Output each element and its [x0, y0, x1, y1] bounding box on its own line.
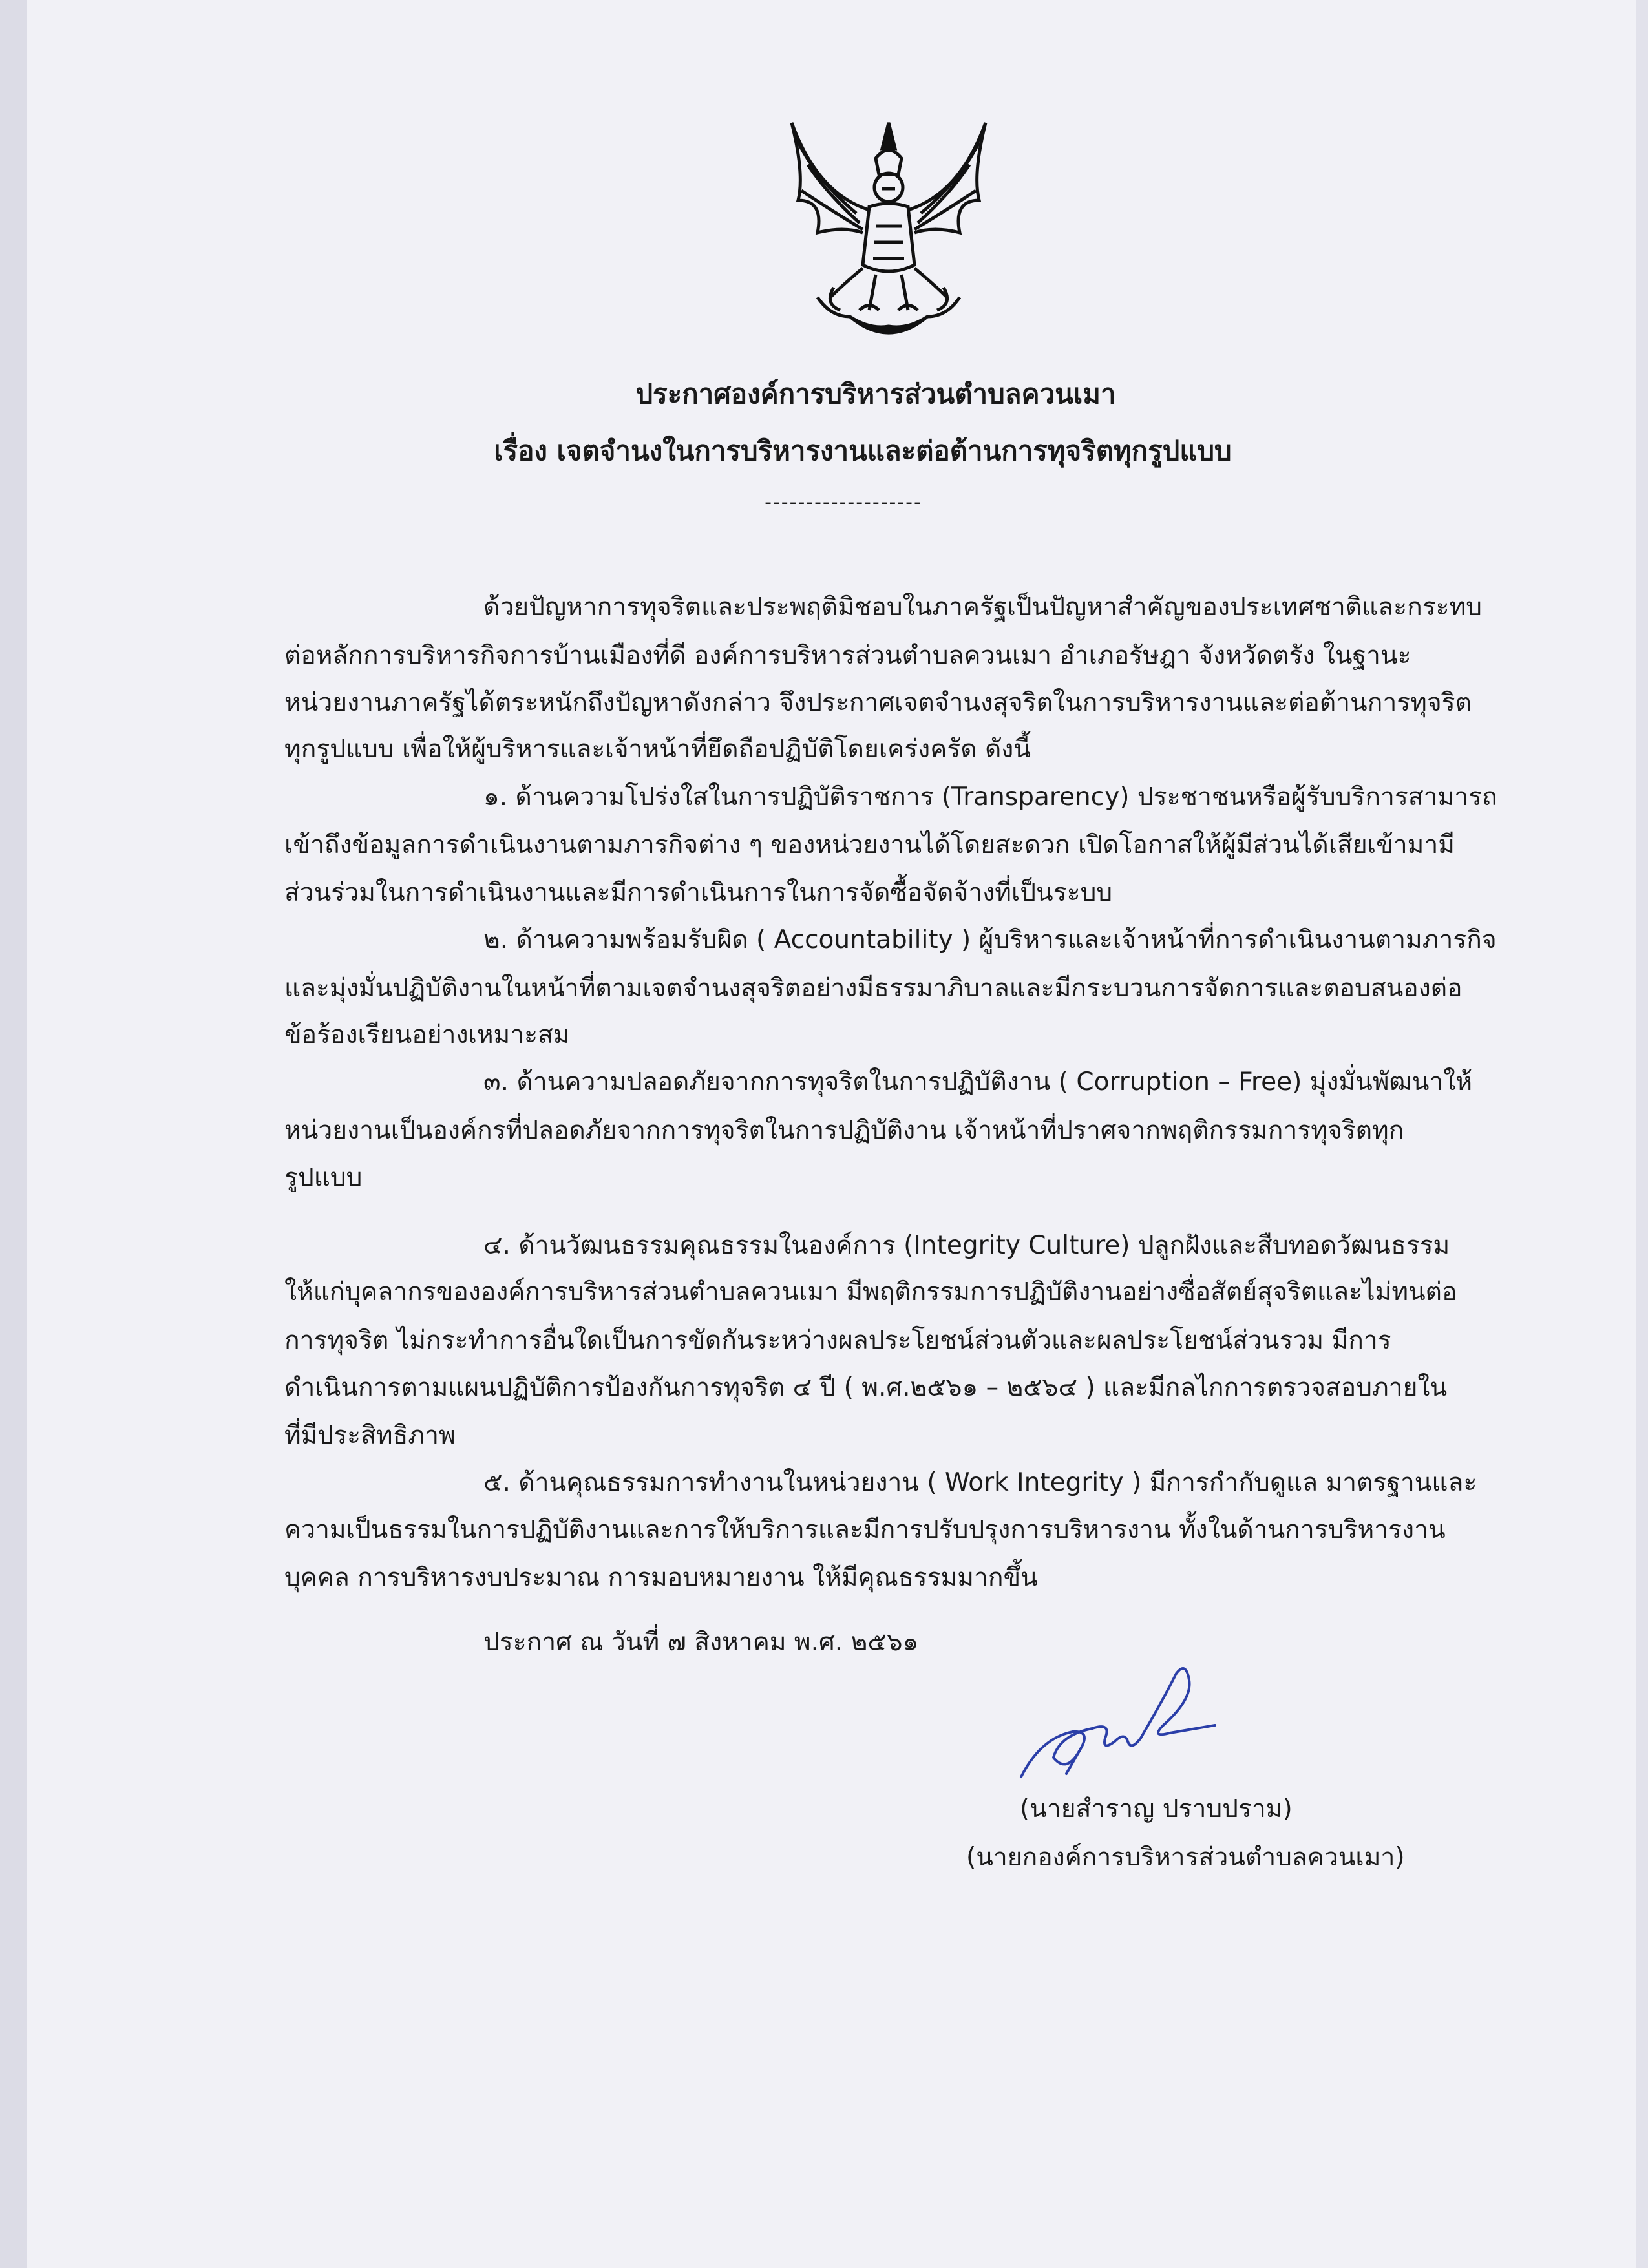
intro-line: ด้วยปัญหาการทุจริตและประพฤติมิชอบในภาครัฐเป็นปัญหาสำคัญของประเทศชาติและกระทบ	[483, 593, 1483, 622]
announcement-date: ประกาศ ณ วันที่ ๗ สิงหาคม พ.ศ. ๒๕๖๑	[483, 1628, 919, 1657]
item-4-line: การทุจริต ไม่กระทำการอื่นใดเป็นการขัดกันระหว่างผลประโยชน์ส่วนตัวและผลประโยชน์ส่วนรวม มีการ	[284, 1326, 1391, 1355]
signatory-name: (นายสำราญ ปราบปราม)	[1020, 1794, 1293, 1823]
intro-line: หน่วยงานภาครัฐได้ตระหนักถึงปัญหาดังกล่าว จึงประกาศเจตจำนงสุจริตในการบริหารงานและต่อต้านการทุจริต	[284, 688, 1472, 717]
item-2-line: และมุ่งมั่นปฏิบัติงานในหน้าที่ตามเจตจำนงสุจริตอย่างมีธรรมาภิบาลและมีกระบวนการจัดการและตอบสนองต่อ	[284, 974, 1463, 1003]
item-1-line: ส่วนร่วมในการดำเนินงานและมีการดำเนินการในการจัดซื้อจัดจ้างที่เป็นระบบ	[284, 878, 1113, 907]
signatory-position: (นายกองค์การบริหารส่วนตำบลควนเมา)	[966, 1843, 1405, 1872]
item-4-line: ดำเนินการตามแผนปฏิบัติการป้องกันการทุจริต ๔ ปี ( พ.ศ.๒๕๖๑ – ๒๕๖๔ ) และมีกลไกการตรวจสอบภายใน	[284, 1373, 1448, 1402]
title-separator: -------------------	[765, 491, 922, 514]
item-3-line: ๓. ด้านความปลอดภัยจากการทุจริตในการปฏิบัติงาน ( Corruption – Free) มุ่งมั่นพัฒนาให้	[483, 1067, 1473, 1097]
item-1-line: ๑. ด้านความโปร่งใสในการปฏิบัติราชการ (Transparency) ประชาชนหรือผู้รับบริการสามารถ	[483, 782, 1497, 812]
item-3-line: รูปแบบ	[284, 1163, 363, 1192]
item-5-line: ความเป็นธรรมในการปฏิบัติงานและการให้บริการและมีการปรับปรุงการบริหารงาน ทั้งในด้านการบริหารงาน	[284, 1515, 1446, 1544]
scan-left-edge	[0, 0, 27, 2268]
item-5-line: ๕. ด้านคุณธรรมการทำงานในหน่วยงาน ( Work Integrity ) มีการกำกับดูแล มาตรฐานและ	[483, 1468, 1477, 1497]
item-3-line: หน่วยงานเป็นองค์กรที่ปลอดภัยจากการทุจริตในการปฏิบัติงาน เจ้าหน้าที่ปราศจากพฤติกรรมการทุจริตทุก	[284, 1116, 1404, 1145]
announcement-title: ประกาศองค์การบริหารส่วนตำบลควนเมา	[635, 378, 1116, 410]
announcement-subject: เรื่อง เจตจำนงในการบริหารงานและต่อต้านการทุจริตทุกรูปแบบ	[494, 435, 1232, 467]
item-4-line: ๔. ด้านวัฒนธรรมคุณธรรมในองค์การ (Integrity Culture) ปลูกฝังและสืบทอดวัฒนธรรม	[483, 1231, 1450, 1260]
item-4-line: ให้แก่บุคลากรขององค์การบริหารส่วนตำบลควนเมา มีพฤติกรรมการปฏิบัติงานอย่างซื่อสัตย์สุจริตและไม่ทนต่อ	[284, 1277, 1457, 1307]
item-2-line: ๒. ด้านความพร้อมรับผิด ( Accountability ) ผู้บริหารและเจ้าหน้าที่การดำเนินงานตามภารกิจ	[483, 925, 1497, 954]
handwritten-signature	[1015, 1661, 1221, 1790]
intro-line: ทุกรูปแบบ เพื่อให้ผู้บริหารและเจ้าหน้าที่ยึดถือปฏิบัติโดยเคร่งครัด ดังนี้	[284, 735, 1031, 764]
item-2-line: ข้อร้องเรียนอย่างเหมาะสม	[284, 1020, 570, 1049]
garuda-emblem-icon	[779, 103, 998, 349]
intro-line: ต่อหลักการบริหารกิจการบ้านเมืองที่ดี องค์การบริหารส่วนตำบลควนเมา อำเภอรัษฎา จังหวัดตรัง ในฐานะ	[284, 641, 1411, 670]
item-5-line: บุคคล การบริหารงบประมาณ การมอบหมายงาน ให้มีคุณธรรมมากขึ้น	[284, 1563, 1038, 1592]
item-1-line: เข้าถึงข้อมูลการดำเนินงานตามภารกิจต่าง ๆ ของหน่วยงานได้โดยสะดวก เปิดโอกาสให้ผู้มีส่วนได้เสียเข้ามามี	[284, 830, 1455, 859]
item-4-line: ที่มีประสิทธิภาพ	[284, 1421, 456, 1450]
scan-right-edge	[1636, 0, 1648, 2268]
